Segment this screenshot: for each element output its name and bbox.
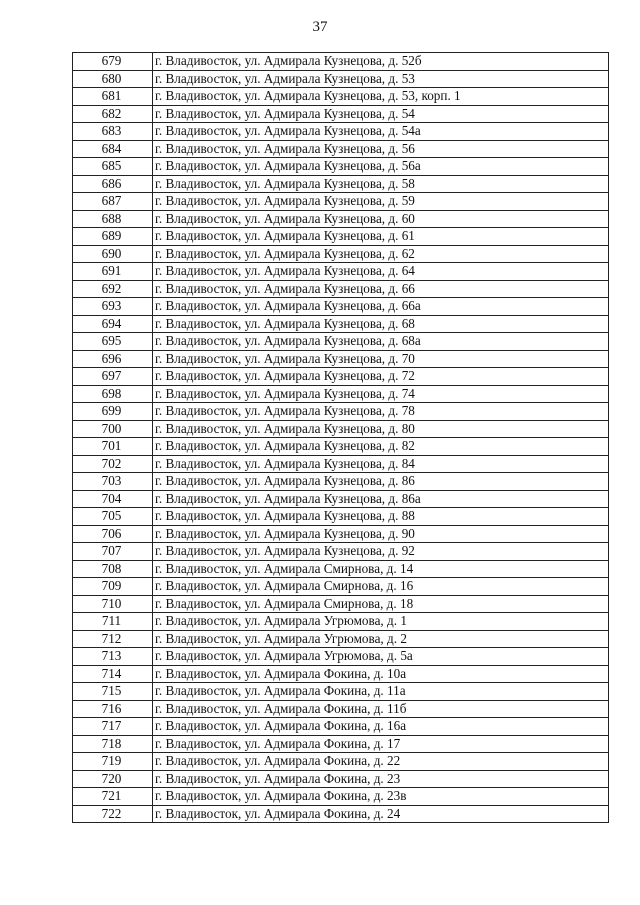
- row-number-cell: 714: [73, 665, 153, 683]
- table-row: [73, 333, 609, 351]
- row-number-cell: 717: [73, 718, 153, 736]
- table-row: [73, 140, 609, 158]
- address-cell: г. Владивосток, ул. Адмирала Фокина, д. 17: [153, 735, 609, 753]
- address-cell: г. Владивосток, ул. Адмирала Кузнецова, д. 60: [153, 210, 609, 228]
- address-cell: г. Владивосток, ул. Адмирала Фокина, д. 24: [153, 805, 609, 823]
- table-row: [73, 438, 609, 456]
- row-number-cell: 696: [73, 350, 153, 368]
- address-cell: г. Владивосток, ул. Адмирала Кузнецова, д. 84: [153, 455, 609, 473]
- table-row: [73, 805, 609, 823]
- row-number-cell: 721: [73, 788, 153, 806]
- table-row: [73, 560, 609, 578]
- table-row: [73, 595, 609, 613]
- address-cell: г. Владивосток, ул. Адмирала Фокина, д. 23: [153, 770, 609, 788]
- row-number-cell: 703: [73, 473, 153, 491]
- row-number-cell: 700: [73, 420, 153, 438]
- table-row: [73, 525, 609, 543]
- row-number-cell: 697: [73, 368, 153, 386]
- address-cell: г. Владивосток, ул. Адмирала Кузнецова, д. 59: [153, 193, 609, 211]
- address-table: [72, 52, 609, 823]
- address-cell: г. Владивосток, ул. Адмирала Кузнецова, д. 80: [153, 420, 609, 438]
- address-table-body: [73, 53, 609, 823]
- address-table-container: [72, 52, 608, 823]
- address-cell: г. Владивосток, ул. Адмирала Кузнецова, д. 56а: [153, 158, 609, 176]
- table-row: [73, 770, 609, 788]
- table-row: [73, 368, 609, 386]
- table-row: [73, 578, 609, 596]
- address-cell: г. Владивосток, ул. Адмирала Кузнецова, д. 56: [153, 140, 609, 158]
- row-number-cell: 693: [73, 298, 153, 316]
- address-cell: г. Владивосток, ул. Адмирала Кузнецова, д. 61: [153, 228, 609, 246]
- address-cell: г. Владивосток, ул. Адмирала Кузнецова, д. 66: [153, 280, 609, 298]
- row-number-cell: 689: [73, 228, 153, 246]
- address-cell: г. Владивосток, ул. Адмирала Смирнова, д. 14: [153, 560, 609, 578]
- table-row: [73, 228, 609, 246]
- table-row: [73, 700, 609, 718]
- table-row: [73, 630, 609, 648]
- row-number-cell: 712: [73, 630, 153, 648]
- row-number-cell: 706: [73, 525, 153, 543]
- row-number-cell: 718: [73, 735, 153, 753]
- address-cell: г. Владивосток, ул. Адмирала Кузнецова, д. 74: [153, 385, 609, 403]
- address-cell: г. Владивосток, ул. Адмирала Кузнецова, д. 62: [153, 245, 609, 263]
- row-number-cell: 681: [73, 88, 153, 106]
- table-row: [73, 88, 609, 106]
- address-cell: г. Владивосток, ул. Адмирала Кузнецова, д. 68: [153, 315, 609, 333]
- address-cell: г. Владивосток, ул. Адмирала Фокина, д. 10а: [153, 665, 609, 683]
- row-number-cell: 694: [73, 315, 153, 333]
- address-cell: г. Владивосток, ул. Адмирала Кузнецова, д. 53: [153, 70, 609, 88]
- table-row: [73, 665, 609, 683]
- row-number-cell: 695: [73, 333, 153, 351]
- row-number-cell: 711: [73, 613, 153, 631]
- row-number-cell: 713: [73, 648, 153, 666]
- table-row: [73, 385, 609, 403]
- row-number-cell: 708: [73, 560, 153, 578]
- address-cell: г. Владивосток, ул. Адмирала Кузнецова, д. 66а: [153, 298, 609, 316]
- table-row: [73, 683, 609, 701]
- table-row: [73, 490, 609, 508]
- table-row: [73, 123, 609, 141]
- table-row: [73, 788, 609, 806]
- table-row: [73, 315, 609, 333]
- address-cell: г. Владивосток, ул. Адмирала Кузнецова, д. 70: [153, 350, 609, 368]
- address-cell: г. Владивосток, ул. Адмирала Кузнецова, д. 52б: [153, 53, 609, 71]
- address-cell: г. Владивосток, ул. Адмирала Фокина, д. 23в: [153, 788, 609, 806]
- row-number-cell: 685: [73, 158, 153, 176]
- row-number-cell: 701: [73, 438, 153, 456]
- table-row: [73, 420, 609, 438]
- table-row: [73, 245, 609, 263]
- row-number-cell: 683: [73, 123, 153, 141]
- table-row: [73, 350, 609, 368]
- address-cell: г. Владивосток, ул. Адмирала Кузнецова, д. 92: [153, 543, 609, 561]
- table-row: [73, 175, 609, 193]
- row-number-cell: 715: [73, 683, 153, 701]
- address-cell: г. Владивосток, ул. Адмирала Угрюмова, д. 5а: [153, 648, 609, 666]
- table-row: [73, 718, 609, 736]
- table-row: [73, 455, 609, 473]
- table-row: [73, 263, 609, 281]
- table-row: [73, 473, 609, 491]
- row-number-cell: 682: [73, 105, 153, 123]
- row-number-cell: 690: [73, 245, 153, 263]
- row-number-cell: 688: [73, 210, 153, 228]
- row-number-cell: 709: [73, 578, 153, 596]
- table-row: [73, 70, 609, 88]
- address-cell: г. Владивосток, ул. Адмирала Фокина, д. 11б: [153, 700, 609, 718]
- address-cell: г. Владивосток, ул. Адмирала Кузнецова, д. 54: [153, 105, 609, 123]
- table-row: [73, 280, 609, 298]
- address-cell: г. Владивосток, ул. Адмирала Кузнецова, д. 86а: [153, 490, 609, 508]
- table-row: [73, 613, 609, 631]
- row-number-cell: 691: [73, 263, 153, 281]
- row-number-cell: 698: [73, 385, 153, 403]
- row-number-cell: 699: [73, 403, 153, 421]
- row-number-cell: 686: [73, 175, 153, 193]
- table-row: [73, 735, 609, 753]
- address-cell: г. Владивосток, ул. Адмирала Угрюмова, д. 1: [153, 613, 609, 631]
- table-row: [73, 210, 609, 228]
- row-number-cell: 719: [73, 753, 153, 771]
- address-cell: г. Владивосток, ул. Адмирала Кузнецова, д. 90: [153, 525, 609, 543]
- table-row: [73, 508, 609, 526]
- table-row: [73, 298, 609, 316]
- row-number-cell: 722: [73, 805, 153, 823]
- address-cell: г. Владивосток, ул. Адмирала Кузнецова, д. 72: [153, 368, 609, 386]
- table-row: [73, 105, 609, 123]
- address-cell: г. Владивосток, ул. Адмирала Фокина, д. 16а: [153, 718, 609, 736]
- address-cell: г. Владивосток, ул. Адмирала Кузнецова, д. 88: [153, 508, 609, 526]
- row-number-cell: 679: [73, 53, 153, 71]
- address-cell: г. Владивосток, ул. Адмирала Кузнецова, д. 82: [153, 438, 609, 456]
- address-cell: г. Владивосток, ул. Адмирала Кузнецова, д. 58: [153, 175, 609, 193]
- address-cell: г. Владивосток, ул. Адмирала Кузнецова, д. 86: [153, 473, 609, 491]
- row-number-cell: 692: [73, 280, 153, 298]
- row-number-cell: 704: [73, 490, 153, 508]
- address-cell: г. Владивосток, ул. Адмирала Кузнецова, д. 64: [153, 263, 609, 281]
- address-cell: г. Владивосток, ул. Адмирала Кузнецова, д. 78: [153, 403, 609, 421]
- table-row: [73, 753, 609, 771]
- address-cell: г. Владивосток, ул. Адмирала Кузнецова, д. 54а: [153, 123, 609, 141]
- table-row: [73, 193, 609, 211]
- row-number-cell: 707: [73, 543, 153, 561]
- table-row: [73, 648, 609, 666]
- row-number-cell: 680: [73, 70, 153, 88]
- address-cell: г. Владивосток, ул. Адмирала Угрюмова, д. 2: [153, 630, 609, 648]
- address-cell: г. Владивосток, ул. Адмирала Фокина, д. 11а: [153, 683, 609, 701]
- table-row: [73, 158, 609, 176]
- address-cell: г. Владивосток, ул. Адмирала Смирнова, д. 18: [153, 595, 609, 613]
- address-cell: г. Владивосток, ул. Адмирала Фокина, д. 22: [153, 753, 609, 771]
- table-row: [73, 543, 609, 561]
- row-number-cell: 716: [73, 700, 153, 718]
- row-number-cell: 720: [73, 770, 153, 788]
- row-number-cell: 702: [73, 455, 153, 473]
- row-number-cell: 705: [73, 508, 153, 526]
- table-row: [73, 53, 609, 71]
- page-number: 37: [312, 19, 328, 35]
- row-number-cell: 710: [73, 595, 153, 613]
- address-cell: г. Владивосток, ул. Адмирала Кузнецова, д. 68а: [153, 333, 609, 351]
- address-cell: г. Владивосток, ул. Адмирала Кузнецова, д. 53, корп. 1: [153, 88, 609, 106]
- row-number-cell: 687: [73, 193, 153, 211]
- row-number-cell: 684: [73, 140, 153, 158]
- table-row: [73, 403, 609, 421]
- address-cell: г. Владивосток, ул. Адмирала Смирнова, д. 16: [153, 578, 609, 596]
